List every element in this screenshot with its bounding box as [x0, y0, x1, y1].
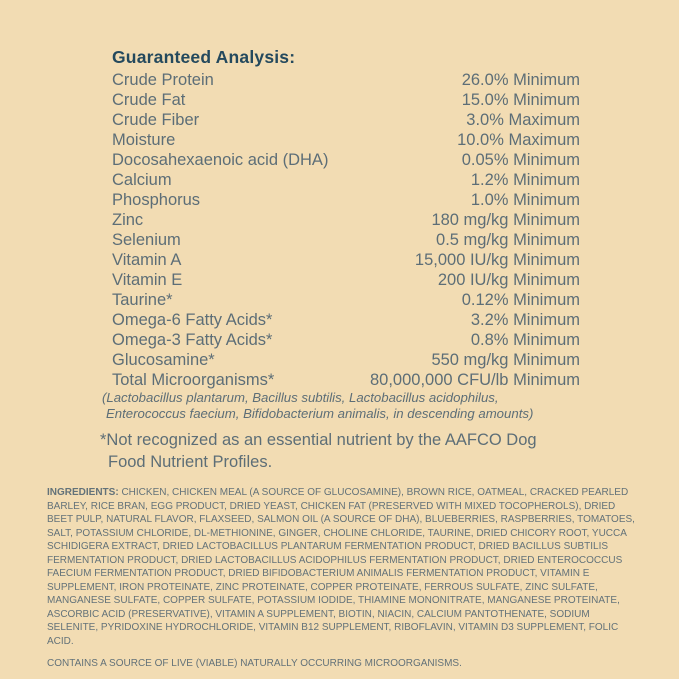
nutrient-label: Zinc [112, 211, 144, 229]
nutrient-value: 180 mg/kg Minimum [431, 211, 580, 229]
analysis-row-calcium [112, 170, 580, 190]
nutrient-value: 0.8% Minimum [470, 331, 580, 349]
analysis-row-total-microorganisms [112, 370, 580, 390]
nutrient-label: Total Microorganisms* [112, 371, 275, 389]
nutrient-label: Omega-6 Fatty Acids* [112, 311, 273, 329]
aafco-footnote [100, 429, 580, 473]
species-note-line: (Lactobacillus plantarum, Bacillus subtilis, Lactobacillus acidophilus, [102, 390, 499, 405]
ingredients-section [47, 486, 637, 671]
nutrient-value: 0.12% Minimum [461, 291, 580, 309]
analysis-row-crude-protein [112, 70, 580, 90]
analysis-row-glucosamine [112, 350, 580, 370]
nutrient-label: Glucosamine* [112, 351, 215, 369]
nutrient-value: 15.0% Minimum [461, 91, 580, 109]
nutrient-label: Moisture [112, 131, 176, 149]
microorganism-species-note [102, 390, 580, 422]
nutrient-value: 10.0% Maximum [457, 131, 580, 149]
analysis-row-crude-fat [112, 90, 580, 110]
analysis-row-omega-6 [112, 310, 580, 330]
contains-microorganisms-note: CONTAINS A SOURCE OF LIVE (VIABLE) NATURALLY OCCURRING MICROORGANISMS. [47, 658, 462, 669]
ingredients-label: INGREDIENTS: [47, 487, 119, 498]
nutrient-label: Selenium [112, 231, 181, 249]
analysis-row-taurine [112, 290, 580, 310]
species-note-line: Enterococcus faecium, Bifidobacterium animalis, in descending amounts) [106, 406, 534, 421]
ingredients-list: CHICKEN, CHICKEN MEAL (A SOURCE OF GLUCOSAMINE), BROWN RICE, OATMEAL, CRACKED PEARLED BARLEY, RICE BRAN, EGG PRODUCT, DRIED YEAST, CHICKEN FAT (PRESERVED WITH MIXED TOCOPHEROLS), DRIED BEET PULP, NATURAL FLAVOR, FLAXSEED, SALMON OIL (A SOURCE OF DHA), BLUEBERRIES, RASPBERRIES, TOMATOES, SALT, POTASSIUM CHLORIDE, DL-METHIONINE, GINGER, CHOLINE CHLORIDE, TAURINE, DRIED CHICORY ROOT, YUCCA SCHIDIGERA EXTRACT, DRIED LACTOBACILLUS PLANTARUM FERMENTATION PRODUCT, DRIED BACILLUS SUBTILIS FERMENTATION PRODUCT, DRIED LACTOBACILLUS ACIDOPHILUS FERMENTATION PRODUCT, DRIED ENTEROCOCCUS FAECIUM FERMENTATION PRODUCT, DRIED BIFIDOBACTERIUM ANIMALIS FERMENTATION PRODUCT, VITAMIN E SUPPLEMENT, IRON PROTEINATE, ZINC PROTEINATE, COPPER PROTEINATE, FERROUS SULFATE, ZINC SULFATE, MANGANESE SULFATE, COPPER SULFATE, POTASSIUM IODIDE, THIAMINE MONONITRATE, MANGANESE PROTEINATE, ASCORBIC ACID (PRESERVATIVE), VITAMIN A SUPPLEMENT, BIOTIN, NIACIN, CALCIUM PANTOTHENATE, SODIUM SELENITE, PYRIDOXINE HYDROCHLORIDE, VITAMIN B12 SUPPLEMENT, RIBOFLAVIN, VITAMIN D3 SUPPLEMENT, FOLIC ACID. [47, 487, 635, 647]
nutrient-label: Crude Fat [112, 91, 186, 109]
nutrient-label: Phosphorus [112, 191, 201, 209]
nutrient-label: Crude Fiber [112, 111, 200, 129]
analysis-row-crude-fiber [112, 110, 580, 130]
ingredients-paragraph [47, 486, 637, 648]
nutrient-value: 0.5 mg/kg Minimum [436, 231, 580, 249]
nutrient-value: 1.0% Minimum [470, 191, 580, 209]
nutrient-label: Omega-3 Fatty Acids* [112, 331, 273, 349]
nutrient-value: 1.2% Minimum [470, 171, 580, 189]
nutrient-value: 3.2% Minimum [470, 311, 580, 329]
analysis-row-dha [112, 150, 580, 170]
nutrient-value: 26.0% Minimum [461, 71, 580, 89]
footnote-line: *Not recognized as an essential nutrient by the AAFCO Dog [100, 431, 537, 449]
analysis-row-vitamin-a [112, 250, 580, 270]
nutrient-label: Calcium [112, 171, 172, 189]
nutrient-label: Vitamin A [112, 251, 182, 269]
nutrient-label: Docosahexaenoic acid (DHA) [112, 151, 329, 169]
analysis-row-vitamin-e [112, 270, 580, 290]
guaranteed-analysis-heading: Guaranteed Analysis: [112, 47, 296, 67]
nutrient-value: 15,000 IU/kg Minimum [414, 251, 580, 269]
nutrient-value: 80,000,000 CFU/lb Minimum [369, 371, 580, 389]
analysis-row-zinc [112, 210, 580, 230]
analysis-row-selenium [112, 230, 580, 250]
nutrient-value: 550 mg/kg Minimum [431, 351, 580, 369]
analysis-row-moisture [112, 130, 580, 150]
nutrient-value: 0.05% Minimum [461, 151, 580, 169]
nutrient-label: Crude Protein [112, 71, 214, 89]
nutrient-value: 200 IU/kg Minimum [437, 271, 580, 289]
nutrient-value: 3.0% Maximum [466, 111, 580, 129]
guaranteed-analysis-section [100, 44, 580, 473]
analysis-row-omega-3 [112, 330, 580, 350]
analysis-row-phosphorus [112, 190, 580, 210]
nutrient-label: Taurine* [112, 291, 173, 309]
footnote-line: Food Nutrient Profiles. [108, 453, 273, 471]
nutrient-label: Vitamin E [112, 271, 183, 289]
